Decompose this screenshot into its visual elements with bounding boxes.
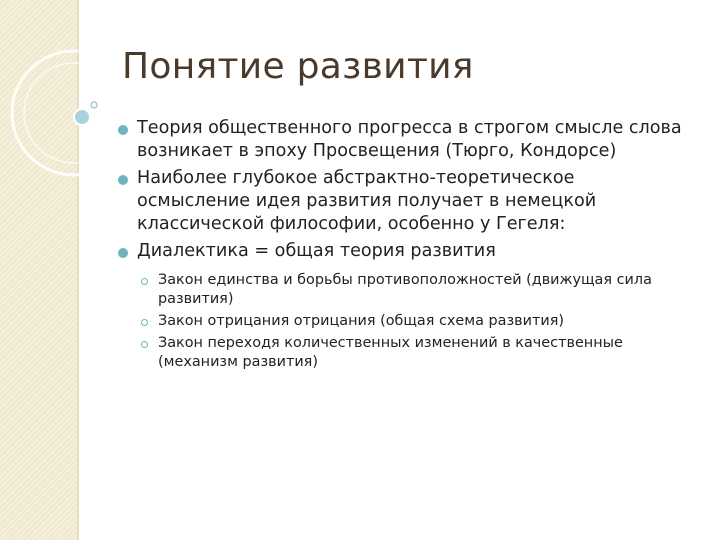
bullet-item: [118, 167, 688, 236]
bullet-text: Диалектика = общая теория развития: [137, 241, 496, 261]
slide-title: Понятие развития: [122, 46, 474, 87]
bullet-dot-icon: [118, 175, 128, 185]
bullet-text: Теория общественного прогресса в строгом смысле слова возникает в эпоху Просвещения (Тюрго, Кондорсе): [137, 118, 682, 161]
bullet-text: Наиболее глубокое абстрактно-теоретическое осмысление идея развития получает в немецкой классической философии, особенно у Гегеля:: [137, 168, 597, 234]
accent-dot-large: [74, 109, 90, 125]
bullet-item: [118, 240, 688, 263]
sub-bullet-text: Закон отрицания отрицания (общая схема развития): [158, 313, 564, 329]
bullet-dot-icon: [118, 248, 128, 258]
sub-bullet-item: [118, 312, 688, 331]
accent-dot-small: [91, 102, 97, 108]
sub-bullet-ring-icon: [141, 319, 148, 326]
sub-bullet-ring-icon: [141, 278, 148, 285]
sub-bullet-item: [118, 271, 688, 309]
sub-bullet-text: Закон единства и борьбы противоположностей (движущая сила развития): [158, 272, 652, 307]
bullet-item: [118, 117, 688, 163]
sub-bullet-text: Закон переходя количественных изменений в качественные (механизм развития): [158, 335, 623, 370]
bullet-dot-icon: [118, 125, 128, 135]
sub-bullet-ring-icon: [141, 341, 148, 348]
sub-bullet-item: [118, 334, 688, 372]
slide-content: [118, 117, 688, 375]
